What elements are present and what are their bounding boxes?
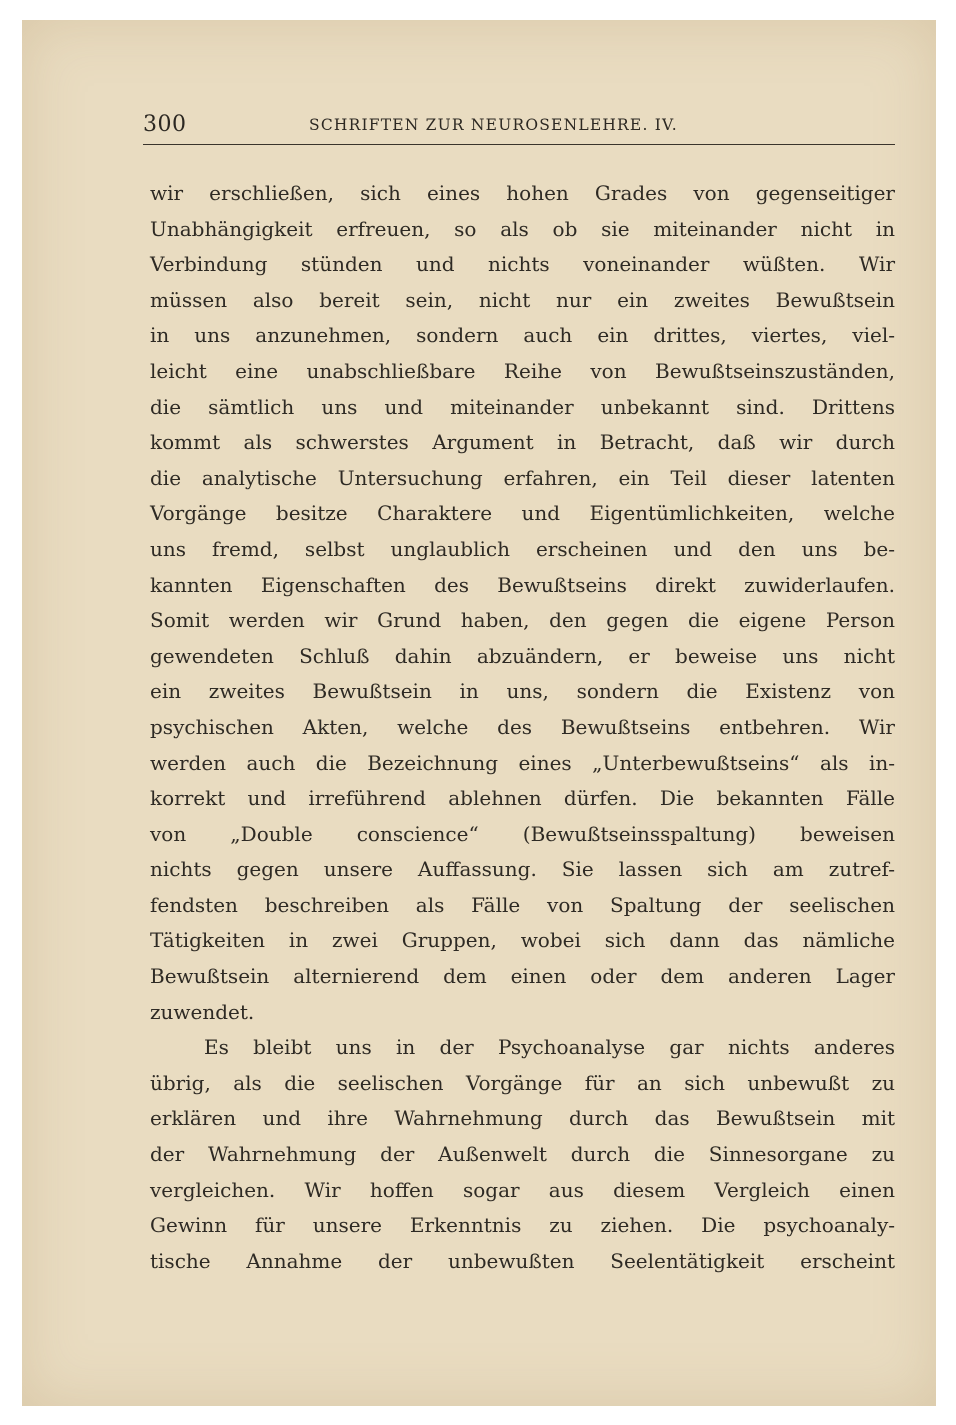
text-line: Verbindung stünden und nichts voneinander wüßten. Wir (150, 252, 895, 277)
text-line: werden auch die Bezeichnung eines „Unterbewußtseins“ als in- (150, 750, 895, 775)
text-line: psychischen Akten, welche des Bewußtseins entbehren. Wir (150, 714, 895, 739)
text-line: Vorgänge besitze Charaktere und Eigentümlichkeiten, welche (150, 501, 895, 526)
paragraph-2 (150, 1030, 895, 1279)
body-text (150, 176, 895, 1279)
text-line: gewendeten Schluß dahin abzuändern, er beweise uns nicht (150, 643, 895, 668)
text-line: die analytische Untersuchung erfahren, ein Teil dieser latenten (150, 465, 895, 490)
text-line: müssen also bereit sein, nicht nur ein zweites Bewußtsein (150, 287, 895, 312)
text-line: wir erschließen, sich eines hohen Grades von gegenseitiger (150, 181, 895, 205)
paragraph-1 (150, 176, 895, 1030)
text-line: fendsten beschreiben als Fälle von Spaltung der seelischen (150, 892, 895, 917)
text-line: nichts gegen unsere Auffassung. Sie lassen sich am zutref- (150, 857, 895, 882)
text-line: zuwendet. (150, 999, 255, 1024)
text-line: von „Double conscience“ (Bewußtseinsspaltung) beweisen (150, 821, 895, 846)
text-line: übrig, als die seelischen Vorgänge für an sich unbewußt zu (150, 1070, 895, 1095)
text-line: erklären und ihre Wahrnehmung durch das Bewußtsein mit (150, 1106, 895, 1131)
text-line: Unabhängigkeit erfreuen, so als ob sie miteinander nicht in (150, 216, 895, 241)
text-line: in uns anzunehmen, sondern auch ein drittes, viertes, viel- (150, 323, 895, 348)
page-number: 300 (143, 112, 187, 137)
text-line: uns fremd, selbst unglaublich erscheinen und den uns be- (150, 536, 895, 561)
text-line: Es bleibt uns in der Psychoanalyse gar nichts anderes (204, 1035, 895, 1060)
text-line: Gewinn für unsere Erkenntnis zu ziehen. Die psychoanaly- (150, 1213, 895, 1238)
page-header (143, 110, 895, 145)
text-line: kommt als schwerstes Argument in Betracht, daß wir durch (150, 430, 895, 455)
text-line: kannten Eigenschaften des Bewußtseins direkt zuwiderlaufen. (150, 572, 895, 597)
text-line: die sämtlich uns und miteinander unbekannt sind. Drittens (150, 394, 895, 419)
running-head: SCHRIFTEN ZUR NEUROSENLEHRE. IV. (309, 116, 678, 134)
text-line: korrekt und irreführend ablehnen dürfen. Die bekannten Fälle (150, 786, 895, 811)
text-line: der Wahrnehmung der Außenwelt durch die Sinnesorgane zu (150, 1142, 895, 1167)
text-line: Tätigkeiten in zwei Gruppen, wobei sich dann das nämliche (150, 928, 895, 953)
text-line: Bewußtsein alternierend dem einen oder dem anderen Lager (150, 964, 895, 989)
text-line: tische Annahme der unbewußten Seelentätigkeit erscheint (150, 1248, 895, 1273)
text-line: leicht eine unabschließbare Reihe von Bewußtseinszuständen, (150, 358, 895, 383)
text-line: ein zweites Bewußtsein in uns, sondern die Existenz von (150, 679, 895, 704)
text-line: Somit werden wir Grund haben, den gegen die eigene Person (150, 608, 895, 633)
text-line: vergleichen. Wir hoffen sogar aus diesem Vergleich einen (150, 1177, 895, 1202)
